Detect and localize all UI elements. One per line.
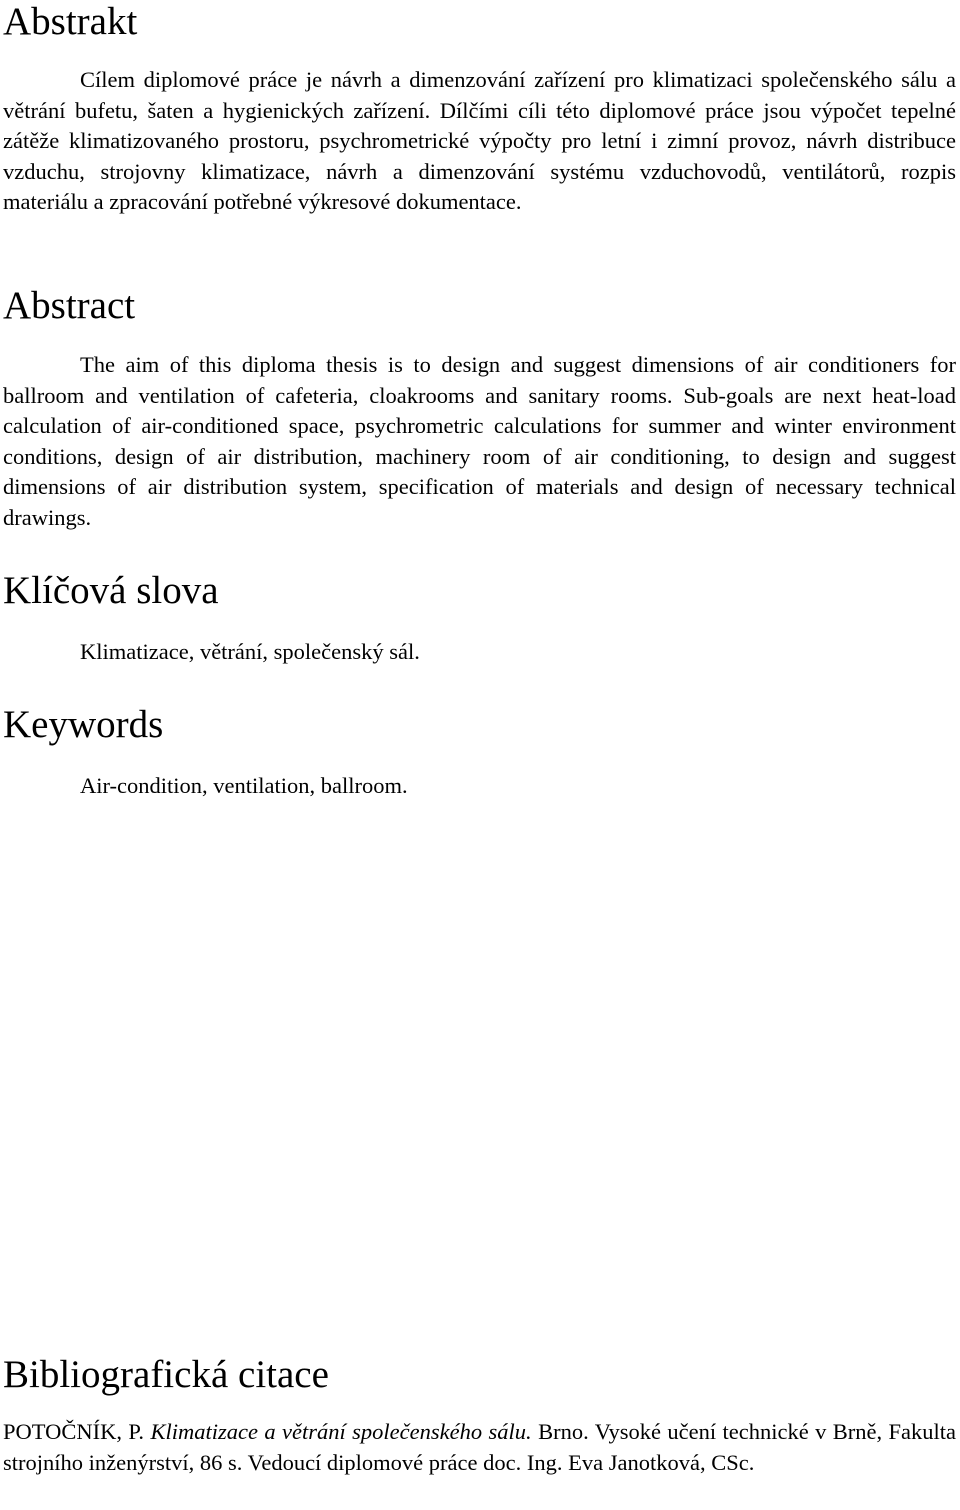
abstract-heading: Abstract bbox=[3, 284, 136, 327]
citation-author: POTOČNÍK, P. bbox=[3, 1419, 145, 1444]
abstrakt-section bbox=[3, 0, 956, 218]
bibliografie-section bbox=[3, 1353, 956, 1478]
abstrakt-text: Cílem diplomové práce je návrh a dimenzování zařízení pro klimatizaci společenského sálu a větrání bufetu, šaten a hygienických zařízení. Dílčími cíli této diplomové práce jsou výpočet tepelné zátěže klimatizovaného prostoru, psychrometrické výpočty pro letní i zimní provoz, návrh distribuce vzduchu, strojovny klimatizace, návrh a dimenzování systému vzduchovodů, ventilátorů, rozpis materiálu a zpracování potřebné výkresové dokumentace. bbox=[3, 67, 956, 215]
keywords-section bbox=[3, 703, 956, 802]
abstrakt-heading: Abstrakt bbox=[3, 0, 138, 43]
citation-title: Klimatizace a větrání společenského sálu. bbox=[150, 1419, 532, 1444]
bibliografie-heading: Bibliografická citace bbox=[3, 1353, 329, 1396]
keywords-text: Air-condition, ventilation, ballroom. bbox=[80, 773, 408, 798]
citation-rest: Brno. Vysoké učení technické v Brně, Fakulta strojního inženýrství, 86 s. Vedoucí diplomové práce doc. Ing. Eva Janotková, CSc. bbox=[3, 1419, 957, 1475]
klicova-slova-text: Klimatizace, větrání, společenský sál. bbox=[80, 639, 420, 664]
abstract-section bbox=[3, 284, 956, 534]
citation-text bbox=[3, 1417, 956, 1478]
keywords-heading: Keywords bbox=[3, 703, 164, 746]
klicova-slova-section bbox=[3, 569, 956, 668]
klicova-slova-heading: Klíčová slova bbox=[3, 569, 219, 612]
abstract-text: The aim of this diploma thesis is to design and suggest dimensions of air conditioners for ballroom and ventilation of cafeteria, cloakrooms and sanitary rooms. Sub-goals are next heat-load calculation of air-conditioned space, psychrometric calculations for summer and winter environment conditions, design of air distribution, machinery room of air conditioning, to design and suggest dimensions of air distribution system, specification of materials and design of necessary technical drawings. bbox=[3, 352, 956, 530]
